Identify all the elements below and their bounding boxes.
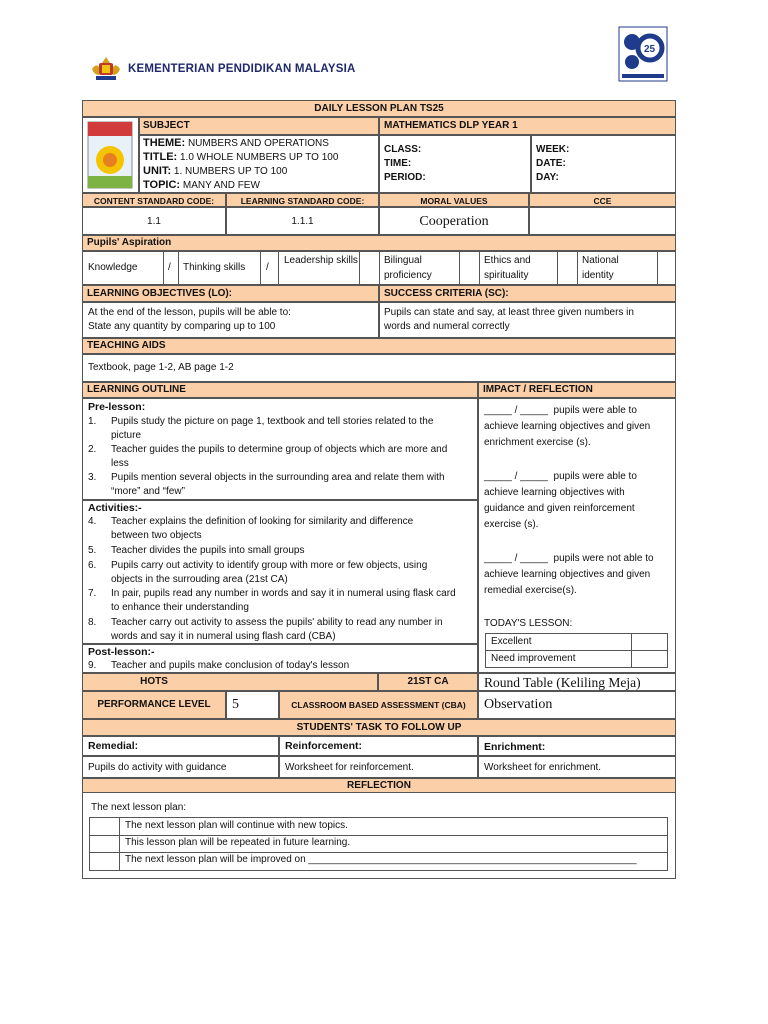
impact-label: IMPACT / REFLECTION <box>483 384 593 395</box>
impact-p1-line3: enrichment exercise (s). <box>484 437 591 448</box>
hots-label: HOTS <box>140 676 168 687</box>
impact-p1-line2: achieve learning objectives and given <box>484 421 651 432</box>
impact-p2-line1: _____ / _____ pupils were able to <box>484 471 637 482</box>
aspiration-row <box>82 251 676 285</box>
learning-standard-label: LEARNING STANDARD CODE: <box>240 196 365 206</box>
topic-info-cell <box>139 135 379 193</box>
content-standard-label-cell <box>82 193 226 207</box>
impact-p3-line1: _____ / _____ pupils were not able to <box>484 553 654 564</box>
performance-level-value-cell <box>226 691 279 719</box>
aspiration-label-row <box>82 235 676 251</box>
sc-value-cell <box>379 302 676 338</box>
remedial-value-cell <box>82 756 279 778</box>
reflection-option-improve: The next lesson plan will be improved on ___________________________________________________________ <box>125 854 637 865</box>
need-improvement-option: Need improvement <box>491 653 576 664</box>
unit-line: UNIT: 1. NUMBERS UP TO 100 <box>143 165 288 177</box>
cce-label: CCE <box>593 196 612 206</box>
cba-label-cell <box>279 691 478 719</box>
aspiration-ethics-spirituality: Ethics and spirituality <box>484 255 531 281</box>
aspiration-thinking-skills: Thinking skills <box>183 262 246 273</box>
teaching-aids-value: Textbook, page 1-2, AB page 1-2 <box>88 362 234 373</box>
activity-step-text: Teacher carry out activity to assess the pupils' ability to read any number in <box>111 617 443 628</box>
sc-label-cell <box>379 285 676 302</box>
pre-step-text: Pupils mention several objects in the surrounding area and relate them with <box>111 472 445 483</box>
cce-value-cell <box>529 207 676 235</box>
impact-p1-line1: _____ / _____ pupils were able to <box>484 405 637 416</box>
aspiration-thinking-skills-mark: / <box>266 262 269 273</box>
students-task-label: STUDENTS' TASK TO FOLLOW UP <box>296 722 462 733</box>
subject-label-cell <box>139 117 379 135</box>
learning-standard-value-cell <box>226 207 379 235</box>
subject-label: SUBJECT <box>143 120 190 131</box>
activity-step-number: 4. <box>88 516 97 527</box>
subject-value-cell <box>379 117 676 135</box>
ministry-name: KEMENTERIAN PENDIDIKAN MALAYSIA <box>128 63 356 75</box>
learning-standard-label-cell <box>226 193 379 207</box>
pre-step-text: picture <box>111 430 142 441</box>
ca-label: 21ST CA <box>407 676 449 687</box>
enrichment-label-cell <box>478 736 676 756</box>
sc-line-1: Pupils can state and say, at least three given numbers in <box>384 307 634 318</box>
cba-value: Observation <box>484 697 553 712</box>
learning-standard-value: 1.1.1 <box>291 216 314 227</box>
activity-step-text: Teacher explains the definition of looking for similarity and difference <box>111 516 414 527</box>
pre-lesson-cell <box>82 398 478 500</box>
impact-p3-line3: remedial exercise(s). <box>484 585 577 596</box>
todays-lesson-label: TODAY'S LESSON: <box>484 618 573 629</box>
plan-title-row <box>82 100 676 117</box>
period-label: PERIOD: <box>384 172 426 183</box>
ca-value-cell <box>478 673 676 691</box>
class-time-cell <box>379 135 531 193</box>
post-step-text: Teacher and pupils make conclusion of today's lesson <box>111 660 350 671</box>
post-lesson-label: Post-lesson:- <box>88 646 155 658</box>
reflection-option-repeat: This lesson plan will be repeated in future learning. <box>125 837 351 848</box>
activity-step-text: words and say it in numeral using flash card (CBA) <box>111 631 336 642</box>
aspiration-knowledge-mark: / <box>168 262 171 273</box>
reflection-option-continue: The next lesson plan will continue with new topics. <box>125 820 348 831</box>
reinforcement-value: Worksheet for reinforcement. <box>285 762 414 773</box>
week-label: WEEK: <box>536 144 570 155</box>
teaching-aids-row <box>82 354 676 382</box>
activity-step-text: between two objects <box>111 530 202 541</box>
moral-values-label: MORAL VALUES <box>420 196 488 206</box>
aspiration-knowledge: Knowledge <box>88 262 138 273</box>
remedial-value: Pupils do activity with guidance <box>88 762 227 773</box>
performance-level-label: PERFORMANCE LEVEL <box>97 699 211 710</box>
reinforcement-label: Reinforcement: <box>285 740 363 752</box>
aspiration-national-identity: National identity <box>582 255 619 281</box>
teaching-aids-label: TEACHING AIDS <box>87 340 166 351</box>
pre-step-number: 3. <box>88 472 97 483</box>
students-task-label-row <box>82 719 676 736</box>
pre-lesson-label: Pre-lesson: <box>88 401 146 413</box>
ca-label-cell <box>378 673 478 691</box>
performance-level-label-cell <box>82 691 226 719</box>
activity-step-text: Pupils carry out activity to identify group with more or few objects, using <box>111 560 428 571</box>
hots-label-cell <box>82 673 378 691</box>
reflection-intro: The next lesson plan: <box>91 802 187 813</box>
activity-step-number: 8. <box>88 617 97 628</box>
remedial-label: Remedial: <box>88 740 139 752</box>
lo-value-cell <box>82 302 379 338</box>
week-date-cell <box>531 135 676 193</box>
excellent-option: Excellent <box>491 636 532 647</box>
ts25-logo <box>618 26 668 82</box>
lo-label-cell <box>82 285 379 302</box>
title-line: TITLE: 1.0 WHOLE NUMBERS UP TO 100 <box>143 151 339 163</box>
class-label: CLASS: <box>384 144 422 155</box>
learning-outline-label: LEARNING OUTLINE <box>87 384 186 395</box>
subject-value: MATHEMATICS DLP YEAR 1 <box>384 120 518 131</box>
lo-line-1: At the end of the lesson, pupils will be able to: <box>88 307 291 318</box>
aspiration-label: Pupils' Aspiration <box>87 237 172 248</box>
content-standard-value-cell <box>82 207 226 235</box>
content-standard-value: 1.1 <box>147 216 161 227</box>
time-label: TIME: <box>384 158 412 169</box>
reflection-options-table <box>89 817 668 871</box>
ts25-logo-number: 25 <box>644 44 656 55</box>
ca-value: Round Table (Keliling Meja) <box>484 675 641 690</box>
book-cover-image <box>82 117 139 193</box>
activity-step-text: Teacher divides the pupils into small groups <box>111 545 305 556</box>
pre-step-text: “more” and “few” <box>111 486 185 497</box>
pre-step-text: Pupils study the picture on page 1, textbook and tell stories related to the <box>111 416 434 427</box>
date-label: DATE: <box>536 158 566 169</box>
activity-step-number: 7. <box>88 588 97 599</box>
enrichment-value-cell <box>478 756 676 778</box>
post-lesson-cell <box>82 644 478 673</box>
sc-label: SUCCESS CRITERIA (SC): <box>384 288 509 299</box>
sc-line-2: words and numeral correctly <box>384 321 510 332</box>
impact-p3-line2: achieve learning objectives and given <box>484 569 651 580</box>
enrichment-label: Enrichment: <box>484 741 546 753</box>
post-step-number: 9. <box>88 660 97 671</box>
pre-step-number: 1. <box>88 416 97 427</box>
impact-p2-line4: exercise (s). <box>484 519 539 530</box>
cba-label: CLASSROOM BASED ASSESSMENT (CBA) <box>291 700 466 710</box>
impact-cell <box>478 398 676 673</box>
moral-values-value: Cooperation <box>419 214 489 229</box>
remedial-label-cell <box>82 736 279 756</box>
teaching-aids-label-row <box>82 338 676 354</box>
enrichment-value: Worksheet for enrichment. <box>484 762 602 773</box>
cba-value-cell <box>478 691 676 719</box>
impact-p2-line3: guidance and given reinforcement <box>484 503 635 514</box>
aspiration-bilingual-proficiency: Bilingual proficiency <box>384 255 432 281</box>
todays-lesson-table <box>485 633 668 668</box>
performance-level-value: 5 <box>232 697 239 712</box>
topic-line: TOPIC: MANY AND FEW <box>143 179 260 191</box>
activity-step-text: In pair, pupils read any number in words and say it in numeral using flask card <box>111 588 456 599</box>
reinforcement-label-cell <box>279 736 478 756</box>
lo-label: LEARNING OBJECTIVES (LO): <box>87 288 233 299</box>
activity-step-number: 5. <box>88 545 97 556</box>
ministry-crest-logo <box>90 55 122 83</box>
moral-values-label-cell <box>379 193 529 207</box>
cce-label-cell <box>529 193 676 207</box>
plan-title: DAILY LESSON PLAN TS25 <box>314 103 444 114</box>
activities-label: Activities:- <box>88 502 142 514</box>
day-label: DAY: <box>536 172 559 183</box>
reinforcement-value-cell <box>279 756 478 778</box>
activity-step-number: 6. <box>88 560 97 571</box>
learning-outline-label-cell <box>82 382 478 398</box>
pre-step-text: Teacher guides the pupils to determine group of objects which are more and <box>111 444 448 455</box>
content-standard-label: CONTENT STANDARD CODE: <box>93 196 215 206</box>
pre-step-text: less <box>111 458 129 469</box>
activities-cell <box>82 500 478 644</box>
moral-values-value-cell <box>379 207 529 235</box>
impact-p2-line2: achieve learning objectives with <box>484 487 625 498</box>
activity-step-text: objects in the surrouding area (21st CA) <box>111 574 288 585</box>
pre-step-number: 2. <box>88 444 97 455</box>
reflection-label: REFLECTION <box>347 780 411 791</box>
aspiration-leadership-skills: Leadership skills <box>284 255 358 266</box>
reflection-label-row <box>82 778 676 793</box>
lo-line-2: State any quantity by comparing up to 100 <box>88 321 276 332</box>
activity-step-text: to enhance their understanding <box>111 602 249 613</box>
impact-label-cell <box>478 382 676 398</box>
theme-line: THEME: NUMBERS AND OPERATIONS <box>143 137 329 149</box>
